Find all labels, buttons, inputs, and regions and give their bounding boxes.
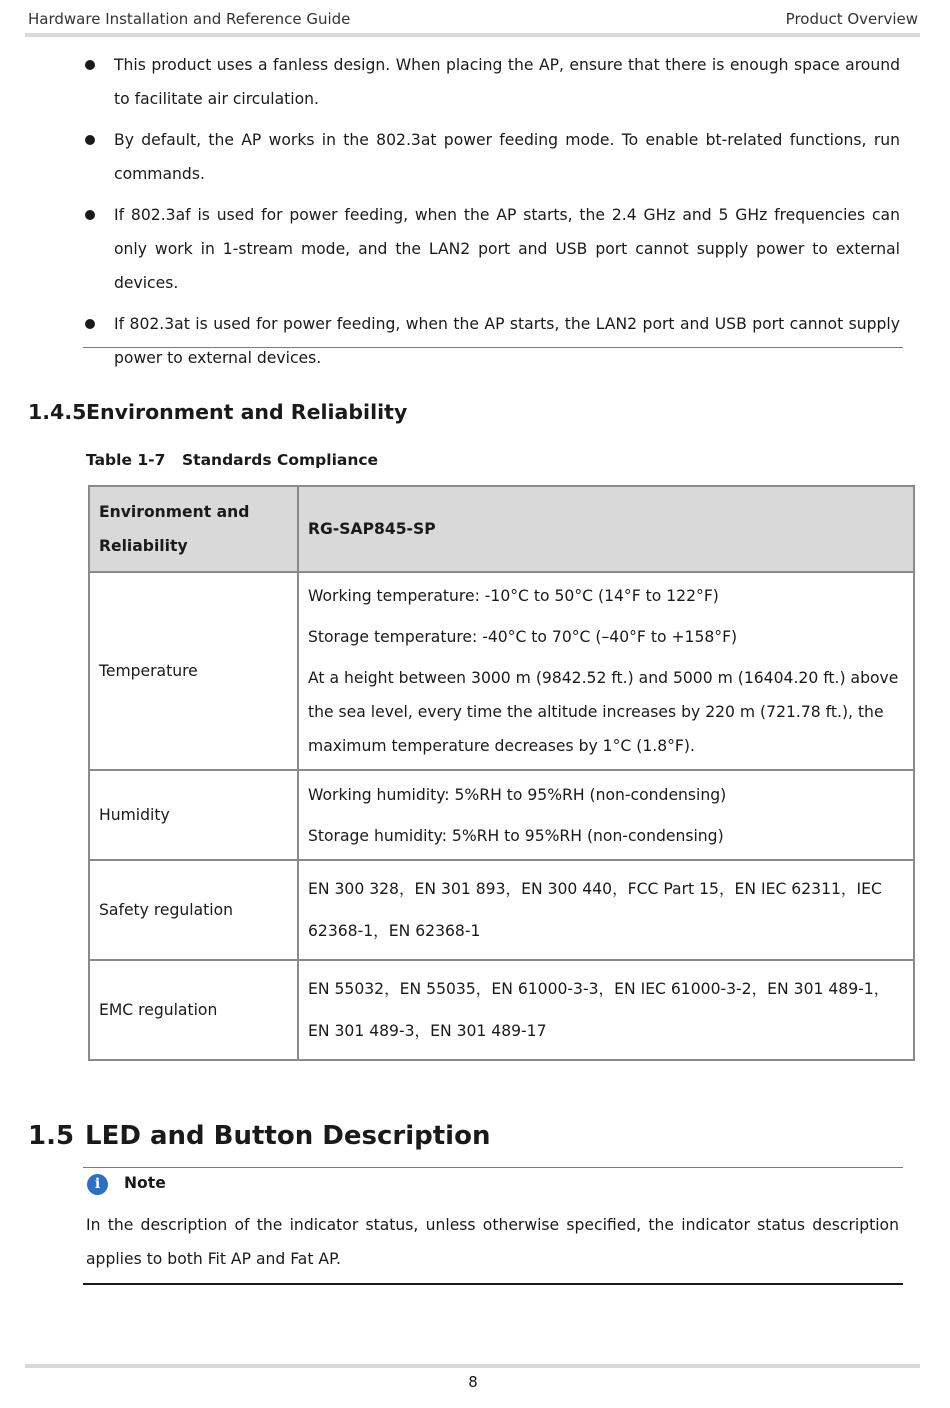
section-heading [28, 400, 407, 424]
table-header-cell: Environment and Reliability [89, 486, 298, 572]
row-value [298, 860, 914, 960]
table-row [89, 960, 914, 1060]
value-line: Working temperature: -10°C to 50°C (14°F to 122°F) [308, 587, 719, 605]
section-title: LED and Button Description [85, 1121, 491, 1151]
page-header [28, 10, 918, 32]
row-value [298, 770, 914, 860]
table-title: Standards Compliance [182, 451, 379, 469]
row-label: EMC regulation [89, 960, 298, 1060]
table-row [89, 572, 914, 770]
standards-compliance-table [88, 485, 915, 1061]
bullet-item [85, 198, 900, 300]
value-line: EN 55032，EN 55035，EN 61000-3-3，EN IEC 61000-3-2，EN 301 489-1，EN 301 489-3，EN 301 489-17 [308, 980, 890, 1040]
header-chapter-title: Product Overview [785, 10, 918, 28]
section-title: Environment and Reliability [86, 400, 408, 424]
row-label: Humidity [89, 770, 298, 860]
table-row [89, 860, 914, 960]
bullet-text: If 802.3at is used for power feeding, when the AP starts, the LAN2 port and USB port cannot supply power to external devices. [114, 315, 900, 367]
section-number: 1.4.5 [28, 400, 87, 424]
header-doc-title: Hardware Installation and Reference Guide [28, 10, 351, 28]
row-value [298, 960, 914, 1060]
page-number: 8 [468, 1373, 478, 1391]
bullet-item [85, 307, 900, 375]
value-line: Storage temperature: -40°C to 70°C (–40°F to +158°F) [308, 628, 738, 646]
section-number: 1.5 [28, 1121, 75, 1151]
bullet-dot-icon [85, 210, 95, 220]
value-line: At a height between 3000 m (9842.52 ft.) and 5000 m (16404.20 ft.) above the sea level, every time the altitude increases by 220 m (721.78 ft.), the maximum temperature decreases by 1°C (1.8°F). [308, 669, 899, 755]
table-number: Table 1-7 [86, 451, 166, 469]
bullet-text: This product uses a fanless design. When placing the AP, ensure that there is enough space around to facilitate air circulation. [114, 56, 900, 108]
row-value [298, 572, 914, 770]
bullet-dot-icon [85, 135, 95, 145]
row-label: Temperature [89, 572, 298, 770]
table-row [89, 770, 914, 860]
footer-divider [25, 1364, 920, 1368]
bullet-dot-icon [85, 60, 95, 70]
header-divider [25, 33, 920, 37]
bullet-text: If 802.3af is used for power feeding, when the AP starts, the 2.4 GHz and 5 GHz frequencies can only work in 1-stream mode, and the LAN2 port and USB port cannot supply power to external devices. [114, 206, 900, 292]
value-line: Storage humidity: 5%RH to 95%RH (non-condensing) [308, 826, 724, 845]
value-line: EN 300 328，EN 301 893，EN 300 440，FCC Part 15，EN IEC 62311，IEC 62368-1，EN 62368-1 [308, 880, 882, 940]
info-icon: i [87, 1174, 108, 1195]
bullet-dot-icon [85, 319, 95, 329]
bullet-text: By default, the AP works in the 802.3at power feeding mode. To enable bt-related functions, run commands. [114, 131, 900, 183]
note-top-divider [83, 1167, 903, 1168]
bullet-item [85, 48, 900, 116]
note-bottom-divider [83, 1283, 903, 1285]
bullet-divider [83, 347, 903, 348]
table-header-row [89, 486, 914, 572]
bullet-list [85, 48, 900, 382]
value-line: Working humidity: 5%RH to 95%RH (non-condensing) [308, 785, 727, 804]
bullet-item [85, 123, 900, 191]
note-label: Note [124, 1174, 166, 1192]
section-heading-main [28, 1121, 490, 1151]
row-label: Safety regulation [89, 860, 298, 960]
table-header-cell: RG-SAP845-SP [298, 486, 914, 572]
table-caption [86, 451, 378, 469]
note-text: In the description of the indicator status, unless otherwise specified, the indicator status description applies to both Fit AP and Fat AP. [86, 1216, 899, 1268]
